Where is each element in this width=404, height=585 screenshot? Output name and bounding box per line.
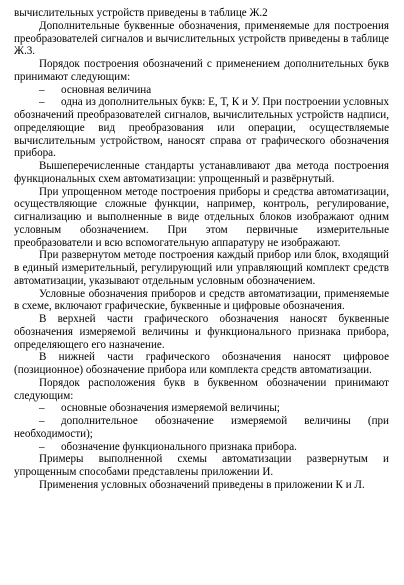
- dash-list-item: [14, 84, 389, 97]
- list-item-text: одна из дополнительных букв: Е, Т, К и У. При построении условных обозначений преобразователей сигналов, вычислительных устройств надписи, определяющие вид преобразования или операции, осуществляемые вычислительным устройством, наносят справа от графического обозначения прибора.: [14, 96, 389, 160]
- list-item-text: основная величина: [61, 83, 152, 96]
- paragraph: Вышеперечисленные стандарты устанавливают два метода построения функциональных схем автоматизации: упрощенный и развёрнутый.: [14, 160, 389, 185]
- paragraph: При упрощенном методе построения приборы и средства автоматизации, осуществляющие сложные функции, например, контроль, регулирование, сигнализацию и выполненные в виде отдельных блоков изображают одним условным обозначением. При этом первичные измерительные преобразователи и всю вспомогательную аппаратуру не изображают.: [14, 185, 389, 249]
- dash-marker: –: [39, 83, 45, 96]
- dash-marker: –: [39, 440, 45, 453]
- paragraph-continuation: вычислительных устройств приведены в таблице Ж.2: [14, 7, 268, 19]
- dash-list-item: [14, 441, 389, 454]
- paragraph: Условные обозначения приборов и средств автоматизации, применяемые в схеме, включают графические, буквенные и цифровые обозначения.: [14, 287, 389, 313]
- paragraph: Примеры выполненной схемы автоматизации развернутым и упрощенным способами представлены приложении И.: [14, 453, 389, 478]
- paragraph: В нижней части графического обозначения наносят цифровое (позиционное) обозначение прибора или комплекта средств автоматизации.: [14, 351, 389, 376]
- paragraph: При развернутом методе построения каждый прибор или блок, входящий в единый измерительный, регулирующий или управляющий комплект средств автоматизации, указывают отдельным условным обозначением.: [14, 249, 389, 287]
- dash-marker: –: [39, 96, 45, 109]
- list-item-text: обозначение функционального признака прибора.: [61, 440, 297, 453]
- paragraph: Дополнительные буквенные обозначения, применяемые для построения преобразователей сигналов и вычислительных устройств приведены в таблице Ж.3.: [14, 19, 389, 58]
- dash-marker: –: [39, 402, 45, 415]
- paragraph: Порядок построения обозначений с применением дополнительных букв принимают следующим:: [14, 58, 389, 83]
- paragraph: Порядок расположения букв в буквенном обозначении принимают следующим:: [14, 376, 389, 402]
- dash-list-item: [14, 96, 389, 160]
- dash-list-item: [14, 415, 389, 441]
- list-item-text: дополнительное обозначение измеряемой величины (при необходимости);: [14, 415, 389, 440]
- dash-marker: –: [39, 415, 45, 427]
- dash-list-item: [14, 402, 389, 415]
- paragraph: В верхней части графического обозначения наносят буквенные обозначения измеряемой величины и функционального признака прибора, определяющего его назначение.: [14, 313, 389, 351]
- paragraph-partial: Применения условных обозначений приведены в приложении К и Л.: [39, 478, 365, 491]
- list-item-text: основные обозначения измеряемой величины;: [61, 402, 280, 415]
